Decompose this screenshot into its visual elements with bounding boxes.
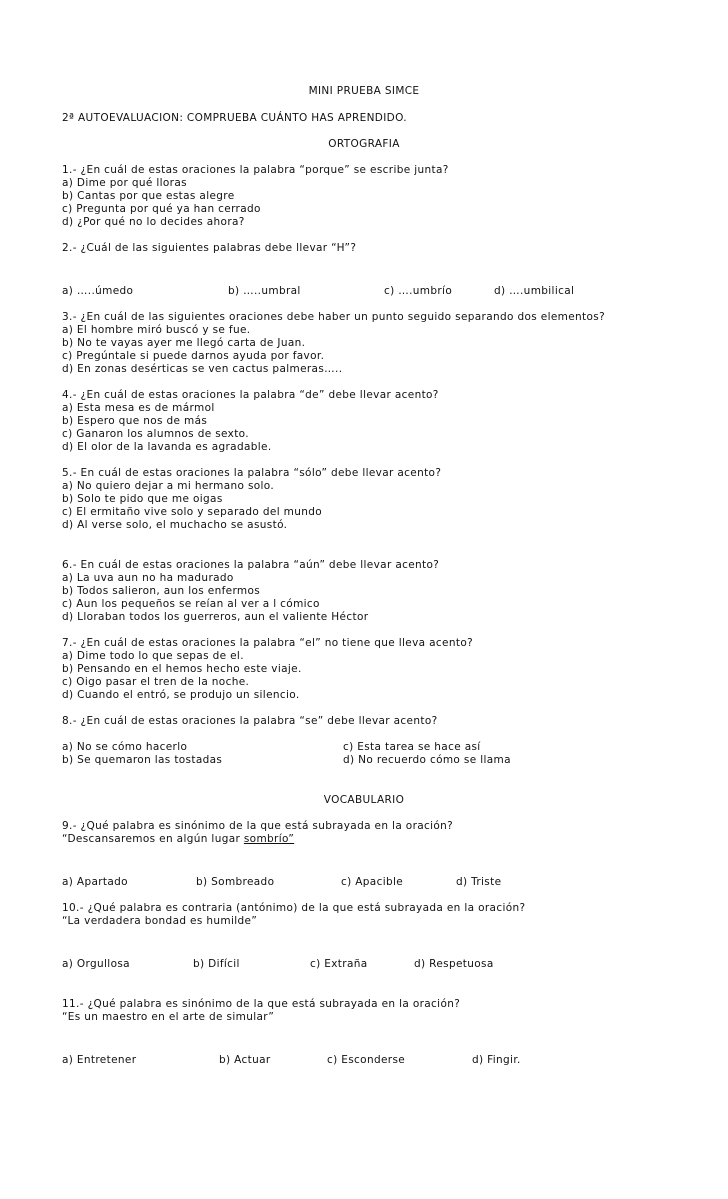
q8-option-a: a) No se cómo hacerlo (62, 741, 188, 753)
q11-option-b: b) Actuar (219, 1054, 271, 1066)
q7-option-b: b) Pensando en el hemos hecho este viaje. (62, 663, 302, 675)
question-10: 10.- ¿Qué palabra es contraria (antónimo) de la que está subrayada en la oración? (62, 902, 526, 914)
document-subtitle: 2ª AUTOEVALUACION: COMPRUEBA CUÁNTO HAS APRENDIDO. (62, 112, 407, 124)
q9-option-b: b) Sombreado (196, 876, 275, 888)
section-heading-vocabulario: VOCABULARIO (323, 794, 405, 806)
q9-option-a: a) Apartado (62, 876, 128, 888)
q10-option-c: c) Extraña (310, 958, 368, 970)
q10-option-d: d) Respetuosa (414, 958, 494, 970)
q1-option-d: d) ¿Por qué no lo decides ahora? (62, 216, 245, 228)
question-1: 1.- ¿En cuál de estas oraciones la palabra “porque” se escribe junta? (62, 164, 449, 176)
q4-option-a: a) Esta mesa es de mármol (62, 402, 215, 414)
q4-option-d: d) El olor de la lavanda es agradable. (62, 441, 272, 453)
question-3: 3.- ¿En cuál de las siguientes oraciones debe haber un punto seguido separando dos elementos? (62, 311, 606, 323)
q10-option-b: b) Difícil (193, 958, 240, 970)
q10-option-a: a) Orgullosa (62, 958, 130, 970)
q7-option-d: d) Cuando el entró, se produjo un silencio. (62, 689, 300, 701)
q4-option-b: b) Espero que nos de más (62, 415, 208, 427)
q9-underlined-word: sombrío” (243, 833, 295, 845)
q10-sentence: “La verdadera bondad es humilde” (62, 915, 258, 927)
q1-option-b: b) Cantas por que estas alegre (62, 190, 235, 202)
question-5: 5.- En cuál de estas oraciones la palabra “sólo” debe llevar acento? (62, 467, 442, 479)
q1-option-a: a) Dime por qué lloras (62, 177, 187, 189)
q9-sentence (62, 833, 294, 846)
q2-option-d: d) ….umbilical (494, 285, 575, 297)
question-2: 2.- ¿Cuál de las siguientes palabras debe llevar “H”? (62, 242, 357, 254)
q9-sentence-start: “Descansaremos en algún lugar (62, 833, 244, 845)
q3-option-d: d) En zonas desérticas se ven cactus palmeras….. (62, 363, 343, 375)
q4-option-c: c) Ganaron los alumnos de sexto. (62, 428, 249, 440)
q8-option-d: d) No recuerdo cómo se llama (343, 754, 511, 766)
q5-option-d: d) Al verse solo, el muchacho se asustó. (62, 519, 288, 531)
question-8: 8.- ¿En cuál de estas oraciones la palabra “se” debe llevar acento? (62, 715, 438, 727)
q9-option-c: c) Apacible (341, 876, 404, 888)
q3-option-c: c) Pregúntale si puede darnos ayuda por favor. (62, 350, 325, 362)
q11-sentence: “Es un maestro en el arte de simular” (62, 1011, 275, 1023)
q6-option-a: a) La uva aun no ha madurado (62, 572, 234, 584)
q2-option-c: c) ….umbrío (384, 285, 453, 297)
question-7: 7.- ¿En cuál de estas oraciones la palabra “el” no tiene que lleva acento? (62, 637, 474, 649)
q8-option-c: c) Esta tarea se hace así (343, 741, 481, 753)
q11-option-c: c) Esconderse (327, 1054, 406, 1066)
q6-option-d: d) Lloraban todos los guerreros, aun el valiente Héctor (62, 611, 369, 623)
question-9: 9.- ¿Qué palabra es sinónimo de la que está subrayada en la oración? (62, 820, 454, 832)
q3-option-a: a) El hombre miró buscó y se fue. (62, 324, 251, 336)
q7-option-a: a) Dime todo lo que sepas de el. (62, 650, 244, 662)
section-heading-ortografia: ORTOGRAFIA (328, 138, 400, 150)
q2-option-a: a) …..úmedo (62, 285, 134, 297)
q5-option-a: a) No quiero dejar a mi hermano solo. (62, 480, 275, 492)
question-4: 4.- ¿En cuál de estas oraciones la palabra “de” debe llevar acento? (62, 389, 439, 401)
q11-option-d: d) Fingir. (472, 1054, 521, 1066)
question-11: 11.- ¿Qué palabra es sinónimo de la que está subrayada en la oración? (62, 998, 461, 1010)
q5-option-c: c) El ermitaño vive solo y separado del mundo (62, 506, 323, 518)
q2-option-b: b) …..umbral (228, 285, 301, 297)
q6-option-c: c) Aun los pequeños se reían al ver a l cómico (62, 598, 320, 610)
q1-option-c: c) Pregunta por qué ya han cerrado (62, 203, 261, 215)
q6-option-b: b) Todos salieron, aun los enfermos (62, 585, 261, 597)
q8-option-b: b) Se quemaron las tostadas (62, 754, 223, 766)
q9-option-d: d) Triste (456, 876, 502, 888)
q5-option-b: b) Solo te pido que me oigas (62, 493, 223, 505)
document-title: MINI PRUEBA SIMCE (308, 85, 420, 97)
q7-option-c: c) Oigo pasar el tren de la noche. (62, 676, 250, 688)
q11-option-a: a) Entretener (62, 1054, 137, 1066)
question-6: 6.- En cuál de estas oraciones la palabra “aún” debe llevar acento? (62, 559, 440, 571)
q3-option-b: b) No te vayas ayer me llegó carta de Juan. (62, 337, 306, 349)
